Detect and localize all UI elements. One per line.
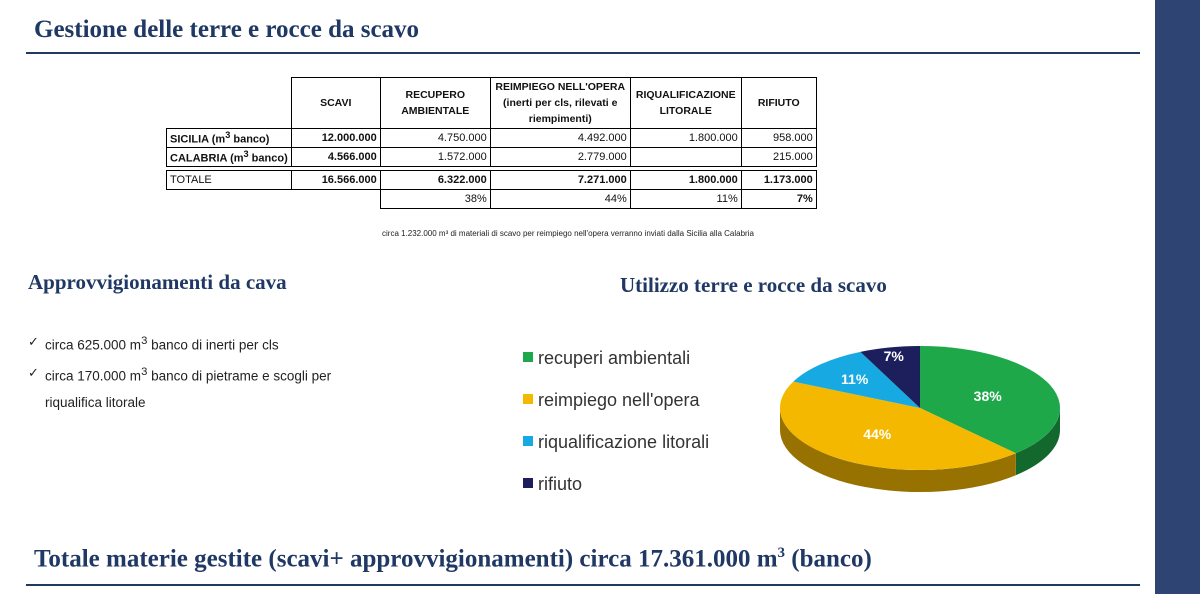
total-scavi: 16.566.000 [291, 171, 380, 190]
pie-data-label: 7% [883, 347, 904, 364]
cell-riqualificazione [630, 148, 741, 167]
cell-recupero: 4.750.000 [380, 129, 490, 148]
percent-recupero: 38% [380, 190, 490, 209]
cell-reimpiego: 2.779.000 [490, 148, 630, 167]
list-item: ✓ circa 625.000 $m^3$ banco di inerti per cls [28, 328, 385, 359]
bottom-rule [26, 584, 1140, 586]
header-riqualificazione: RIQUALIFICAZIONE LITORALE [630, 78, 741, 129]
pie-data-label: 44% [863, 426, 892, 443]
table-row [167, 129, 817, 148]
list-item: ✓ circa 170.000 $m^3$ banco di pietrame e scogli per riqualifica litorale [28, 359, 385, 417]
header-rifiuto: RIFIUTO [741, 78, 816, 129]
cell-reimpiego: 4.492.000 [490, 129, 630, 148]
pie-slices [780, 346, 1060, 470]
cell-rifiuto: 958.000 [741, 129, 816, 148]
pie-chart [760, 330, 1080, 520]
cava-list [28, 328, 385, 416]
pie-data-label: 38% [973, 388, 1002, 405]
header-scavi: SCAVI [291, 78, 380, 129]
percent-rifiuto: 7% [741, 190, 816, 209]
total-label: TOTALE [167, 171, 292, 190]
title-underline [26, 52, 1140, 54]
checkmark-icon: ✓ [28, 364, 39, 380]
pie-data-label: 11% [841, 371, 869, 388]
legend-swatch [523, 436, 533, 446]
percent-riqualificazione: 11% [630, 190, 741, 209]
legend-item: recuperi ambientali [523, 345, 709, 387]
percent-reimpiego: 44% [490, 190, 630, 209]
total-rifiuto: 1.173.000 [741, 171, 816, 190]
chart-legend [523, 345, 709, 513]
cell-recupero: 1.572.000 [380, 148, 490, 167]
row-label: CALABRIA ($m^3$ banco) [167, 148, 292, 167]
excavation-table [166, 77, 817, 209]
cell-scavi: 12.000.000 [291, 129, 380, 148]
total-summary: Totale materie gestite (scavi+ approvvigionamenti) circa 17.361.000 $m^3$ (banco) [34, 545, 872, 573]
header-reimpiego: REIMPIEGO NELL'OPERA (inerti per cls, rilevati e riempimenti) [490, 78, 630, 129]
cell-scavi: 4.566.000 [291, 148, 380, 167]
page-title: Gestione delle terre e rocce da scavo [34, 16, 420, 43]
cava-heading: Approvvigionamenti da cava [28, 270, 287, 294]
table-row [167, 148, 817, 167]
row-label: SICILIA ($m^3$ banco) [167, 129, 292, 148]
total-riqualificazione: 1.800.000 [630, 171, 741, 190]
legend-item: rifiuto [523, 471, 709, 513]
legend-swatch [523, 394, 533, 404]
legend-swatch [523, 352, 533, 362]
chart-title: Utilizzo terre e rocce da scavo [620, 273, 887, 297]
header-recupero: RECUPERO AMBIENTALE [380, 78, 490, 129]
checkmark-icon: ✓ [28, 334, 39, 349]
side-bar [1155, 0, 1200, 594]
table-percent-row [167, 190, 817, 209]
legend-swatch [523, 478, 533, 488]
legend-item: riqualificazione litorali [523, 429, 709, 471]
table-total-row [167, 171, 817, 190]
cell-riqualificazione: 1.800.000 [630, 129, 741, 148]
table-header-row [167, 78, 817, 129]
table-footnote: circa 1.232.000 m³ di materiali di scavo per reimpiego nell'opera verranno inviati dalla Sicilia alla Calabria [382, 229, 754, 238]
legend-item: reimpiego nell'opera [523, 387, 709, 429]
total-recupero: 6.322.000 [380, 171, 490, 190]
total-reimpiego: 7.271.000 [490, 171, 630, 190]
cell-rifiuto: 215.000 [741, 148, 816, 167]
